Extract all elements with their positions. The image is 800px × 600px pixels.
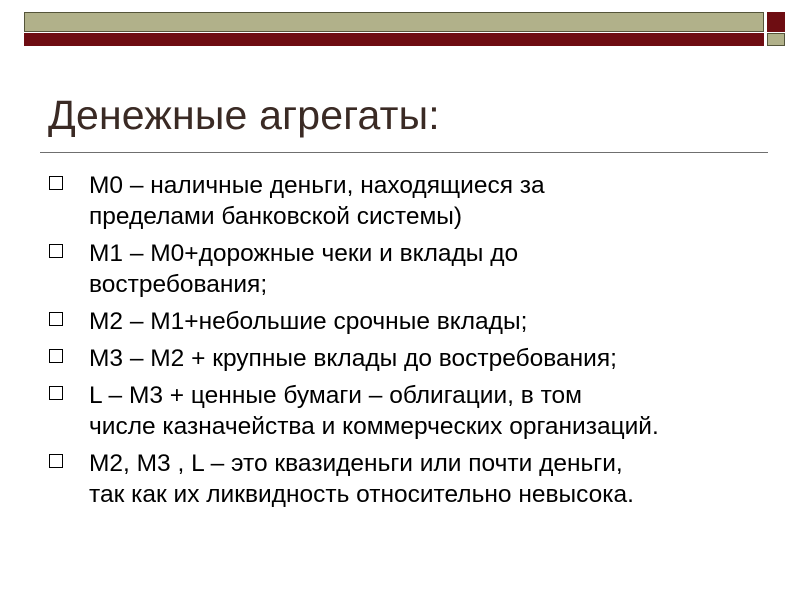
bullet-line: М3 – М2 + крупные вклады до востребования; bbox=[89, 345, 617, 372]
bullet-line: М1 – М0+дорожные чеки и вклады до bbox=[89, 240, 519, 267]
bullet-list bbox=[46, 170, 758, 516]
hollow-square-bullet-icon bbox=[49, 454, 63, 468]
list-item bbox=[46, 343, 758, 374]
list-item bbox=[46, 448, 758, 510]
list-item bbox=[46, 170, 758, 232]
bullet-line: востребования; bbox=[89, 271, 268, 298]
header-corner-red-block bbox=[767, 12, 785, 32]
bullet-line: М2 – М1+небольшие срочные вклады; bbox=[89, 308, 528, 335]
list-item bbox=[46, 380, 758, 442]
hollow-square-bullet-icon bbox=[49, 312, 63, 326]
bullet-line: пределами банковской системы) bbox=[89, 203, 463, 230]
slide-title: Денежные агрегаты: bbox=[48, 92, 440, 138]
bullet-line: М2, М3 , L – это квазиденьги или почти деньги, bbox=[89, 450, 623, 477]
hollow-square-bullet-icon bbox=[49, 244, 63, 258]
header-olive-bar bbox=[24, 12, 764, 32]
header-red-bar bbox=[24, 33, 764, 46]
header-corner-olive-block bbox=[767, 33, 785, 46]
bullet-line: L – М3 + ценные бумаги – облигации, в том bbox=[89, 382, 583, 409]
title-divider bbox=[40, 152, 768, 153]
bullet-line: М0 – наличные деньги, находящиеся за bbox=[89, 172, 545, 199]
list-item bbox=[46, 238, 758, 300]
hollow-square-bullet-icon bbox=[49, 349, 63, 363]
hollow-square-bullet-icon bbox=[49, 176, 63, 190]
list-item bbox=[46, 306, 758, 337]
bullet-line: числе казначейства и коммерческих организаций. bbox=[89, 413, 659, 440]
bullet-line: так как их ликвидность относительно невысока. bbox=[89, 481, 634, 508]
hollow-square-bullet-icon bbox=[49, 386, 63, 400]
